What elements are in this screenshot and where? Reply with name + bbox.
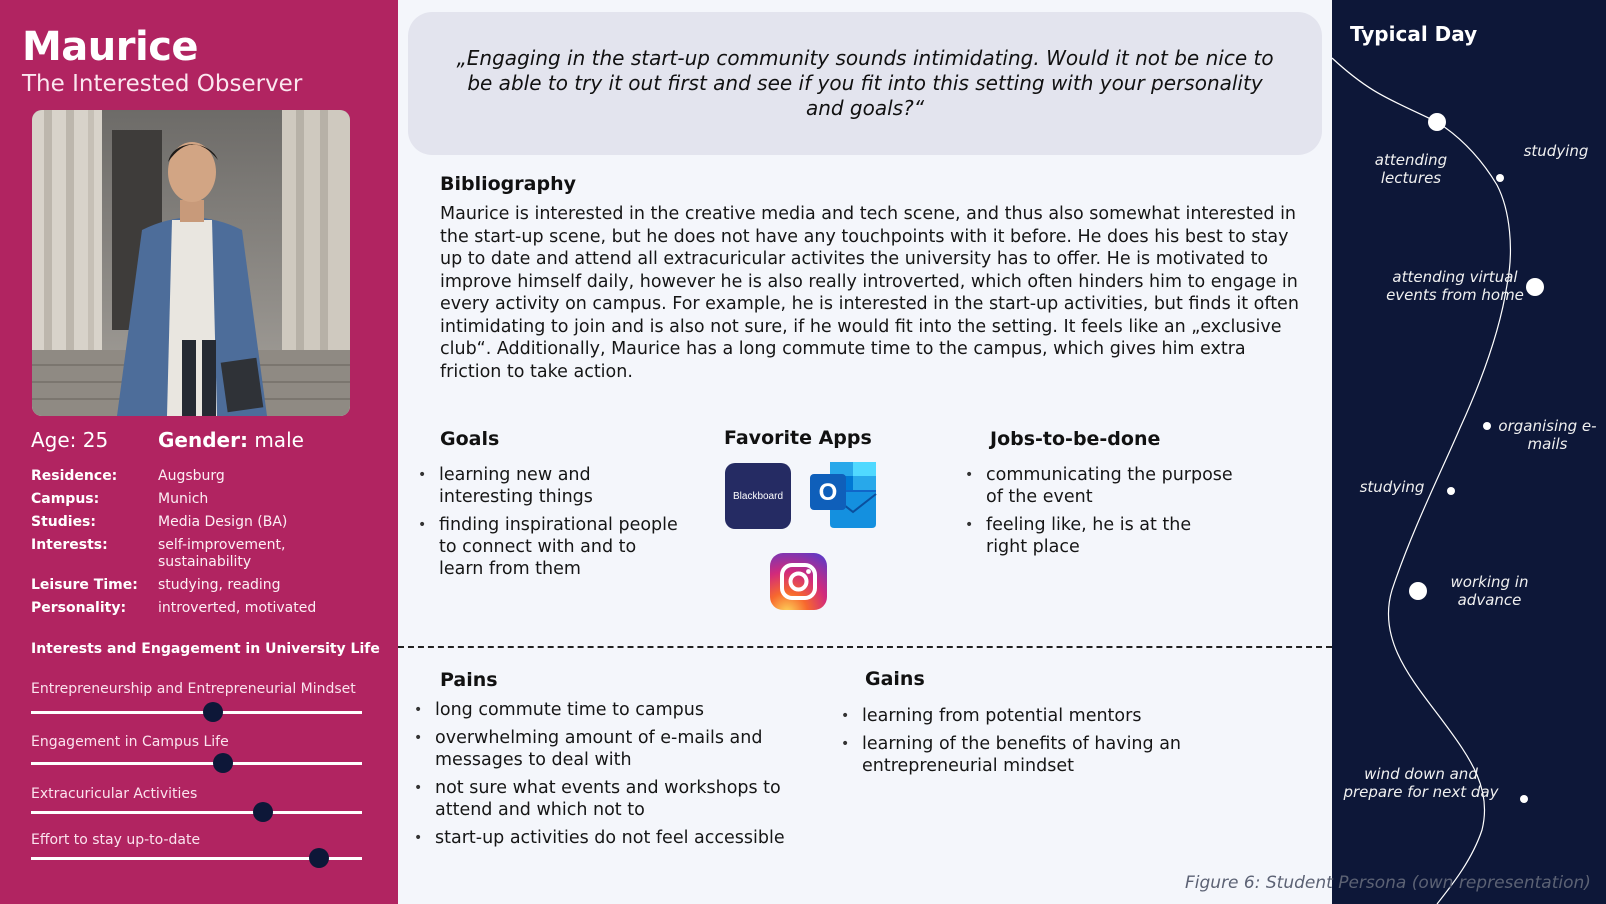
detail-value: Media Design (BA) — [158, 514, 288, 530]
timeline-activity: studying — [1359, 478, 1425, 496]
slider-label: Entrepreneurship and Entrepreneurial Mindset — [31, 681, 356, 697]
quote-box — [408, 12, 1322, 155]
typical-day-title: Typical Day — [1350, 22, 1478, 46]
list-item: • overwhelming amount of e-mails and messages to deal with — [435, 727, 825, 771]
goals-title: Goals — [440, 428, 500, 450]
jobs-list — [986, 464, 1236, 564]
slider-knob — [309, 848, 329, 868]
list-item: • not sure what events and workshops to attend and which not to — [435, 777, 825, 821]
slider-label: Effort to stay up-to-date — [31, 832, 201, 848]
engagement-title: Interests and Engagement in University Life — [31, 641, 380, 657]
age-field — [31, 428, 108, 452]
timeline-activity: attending lectures — [1374, 151, 1448, 187]
detail-personality — [31, 600, 381, 617]
outlook-app-icon — [808, 460, 880, 530]
slider-campus-life — [31, 762, 362, 765]
persona-quote: „Engaging in the start-up community sounds intimidating. Would it not be nice to be able to try it out first and see if you fit into this setting with your personality and goals?“ — [456, 46, 1274, 120]
detail-label: Leisure Time: — [31, 577, 138, 593]
goals-list — [439, 464, 684, 586]
favorite-apps-title: Favorite Apps — [724, 427, 872, 449]
typical-day-panel — [1332, 0, 1606, 904]
slider-label: Engagement in Campus Life — [31, 734, 229, 750]
timeline-activity: attending virtual events from home — [1386, 268, 1524, 304]
persona-photo — [32, 110, 350, 416]
blackboard-label: Blackboard — [732, 490, 784, 502]
detail-value: self-improvement, sustainability — [158, 537, 286, 570]
blackboard-app-icon — [725, 463, 791, 529]
instagram-app-icon — [770, 553, 827, 610]
bibliography-title: Bibliography — [440, 173, 576, 195]
detail-value: introverted, motivated — [158, 600, 317, 616]
detail-interests — [31, 537, 381, 571]
slider-knob — [203, 702, 223, 722]
bibliography-text: Maurice is interested in the creative media and tech scene, and thus also somewhat interested in the start-up scene, but he does not have any touchpoints with it before. He does his best to stay up to date and attend all extracuricular activites the university has to offer. He is motivated to improve himself daily, however he is also really introverted, which often hinders him to engage in every activity on campus. For example, he is interested in the start-up activities, but finds it often intimidating to join and is also not sure, if he would fit into the setting. It feels like an „exclusive club“. Additionally, Maurice has a long commute time to the campus, which gives him extra friction to take action. — [440, 204, 1299, 382]
slider-entrepreneurship — [31, 711, 362, 714]
pains-title: Pains — [440, 669, 498, 691]
pains-list — [435, 699, 825, 855]
gains-list — [862, 705, 1242, 783]
timeline-activity: working in advance — [1450, 573, 1529, 609]
gender-label: Gender: — [158, 428, 248, 452]
detail-value: Munich — [158, 491, 209, 507]
gender-value: male — [254, 428, 304, 452]
detail-campus — [31, 491, 381, 508]
detail-label: Residence: — [31, 468, 118, 484]
list-item: • feeling like, he is at the right place — [986, 514, 1236, 558]
gains-title: Gains — [865, 668, 925, 690]
figure-caption: Figure 6: Student Persona (own representation) — [1185, 873, 1591, 893]
timeline-activity: studying — [1523, 142, 1589, 160]
age-value: 25 — [82, 428, 109, 452]
slider-label: Extracuricular Activities — [31, 786, 198, 802]
detail-label: Interests: — [31, 537, 108, 553]
slider-up-to-date — [31, 857, 362, 860]
gender-field — [158, 428, 304, 452]
persona-panel — [0, 0, 398, 904]
detail-label: Personality: — [31, 600, 127, 616]
section-divider — [398, 646, 1332, 648]
detail-studies — [31, 514, 381, 531]
list-item: • finding inspirational people to connect with and to learn from them — [439, 514, 684, 580]
slider-extracurricular — [31, 811, 362, 814]
persona-name: Maurice — [22, 24, 199, 70]
slider-knob — [213, 753, 233, 773]
detail-leisure-time — [31, 577, 381, 594]
list-item: • start-up activities do not feel accessible — [435, 827, 825, 849]
list-item: • learning from potential mentors — [862, 705, 1242, 727]
list-item: • learning new and interesting things — [439, 464, 684, 508]
outlook-letter: O — [818, 479, 838, 506]
detail-value: Augsburg — [158, 468, 225, 484]
timeline-activity: organising e-mails — [1498, 417, 1597, 453]
age-label: Age: — [31, 428, 77, 452]
persona-details — [31, 468, 381, 623]
detail-residence — [31, 468, 381, 485]
detail-label: Studies: — [31, 514, 96, 530]
timeline-activity: wind down and prepare for next day — [1343, 765, 1499, 801]
detail-value: studying, reading — [158, 577, 281, 593]
list-item: • learning of the benefits of having an entrepreneurial mindset — [862, 733, 1242, 777]
jobs-title: Jobs-to-be-done — [990, 428, 1161, 450]
list-item: • long commute time to campus — [435, 699, 825, 721]
detail-label: Campus: — [31, 491, 100, 507]
persona-role: The Interested Observer — [22, 71, 303, 97]
slider-knob — [253, 802, 273, 822]
list-item: • communicating the purpose of the event — [986, 464, 1236, 508]
